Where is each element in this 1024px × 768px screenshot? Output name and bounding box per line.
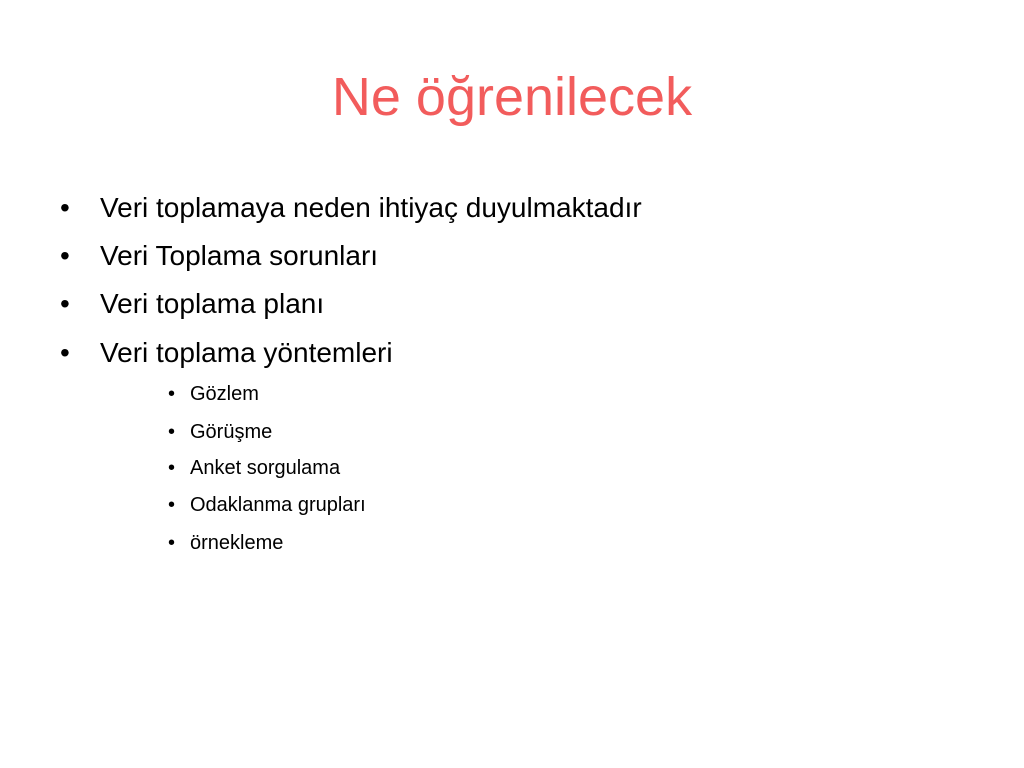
sub-list-item [168,492,366,518]
list-item-label: Veri Toplama sorunları [100,240,379,271]
sub-list-item-label: Gözlem [190,383,259,405]
bullet-icon: • [60,288,70,319]
list-item [60,238,379,274]
sub-list-item-label: Görüşme [190,421,273,443]
sub-list-item [168,455,341,481]
slide-title: Ne öğrenilecek [331,67,693,127]
bullet-icon: • [60,337,70,368]
bullet-icon: • [168,532,176,554]
sub-list-item-label: örnekleme [190,532,284,554]
list-item-label: Veri toplamaya neden ihtiyaç duyulmaktadır [100,192,642,223]
bullet-icon: • [168,494,176,516]
sub-list-item [168,419,273,445]
bullet-icon: • [60,192,70,223]
bullet-icon: • [168,421,176,443]
list-item-label: Veri toplama planı [100,288,325,319]
bullet-icon: • [168,457,176,479]
bullet-icon: • [168,383,176,405]
sub-list-item [168,381,259,407]
sub-list-item-label: Anket sorgulama [190,457,341,479]
sub-list-item-label: Odaklanma grupları [190,494,366,516]
list-item [60,286,325,322]
sub-list-item [168,530,284,556]
bullet-icon: • [60,240,70,271]
list-item [60,190,642,226]
list-item [60,335,393,371]
list-item-label: Veri toplama yöntemleri [100,337,393,368]
